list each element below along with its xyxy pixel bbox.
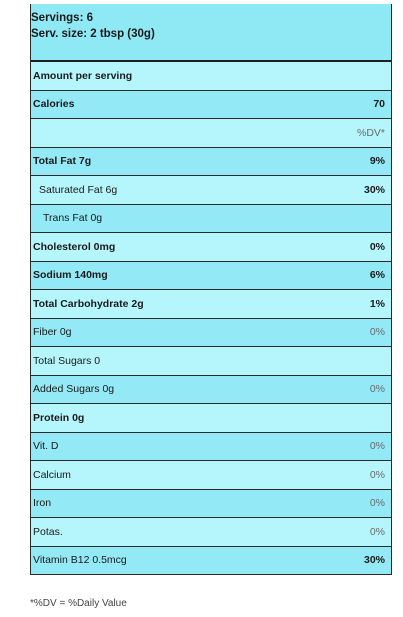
dv-footnote: *%DV = %Daily Value	[30, 598, 127, 609]
nutrient-name: Sodium 140mg	[33, 269, 108, 282]
nutrient-dv: 0%	[369, 240, 385, 253]
nutrient-name: Vit. D	[33, 440, 59, 453]
nutrient-row-vitamin-b12	[31, 547, 391, 576]
nutrient-row-potassium	[31, 518, 391, 547]
calories-row	[31, 91, 391, 120]
nutrient-name: Added Sugars 0g	[33, 383, 115, 396]
nutrient-dv: 0%	[369, 326, 385, 339]
nutrient-row-cholesterol	[31, 233, 391, 262]
dv-header-row	[31, 119, 391, 148]
nutrient-row-added-sugars	[31, 376, 391, 405]
nutrient-name: Total Sugars 0	[33, 354, 101, 367]
nutrient-row-vit-d	[31, 433, 391, 462]
nutrient-dv: 0%	[369, 468, 385, 481]
amount-per-serving-row	[31, 62, 391, 91]
nutrient-name: Total Fat 7g	[33, 155, 92, 168]
nutrient-row-saturated-fat	[31, 176, 391, 205]
nutrient-row-fiber	[31, 319, 391, 348]
nutrient-name: Calcium	[33, 468, 71, 481]
nutrient-row-iron	[31, 490, 391, 519]
nutrient-dv: 30%	[363, 554, 385, 567]
nutrient-name: Fiber 0g	[33, 326, 72, 339]
nutrient-row-protein	[31, 404, 391, 433]
amount-per-serving-label: Amount per serving	[33, 69, 133, 82]
nutrient-name: Protein 0g	[33, 411, 85, 424]
nutrient-dv: 0%	[369, 383, 385, 396]
serving-header	[31, 4, 391, 62]
nutrient-dv: 1%	[369, 297, 385, 310]
nutrient-name: Total Carbohydrate 2g	[33, 297, 144, 310]
nutrient-dv: 0%	[369, 440, 385, 453]
calories-value: 70	[373, 98, 385, 111]
nutrient-row-total-carbohydrate	[31, 290, 391, 319]
nutrient-name: Saturated Fat 6g	[39, 183, 118, 196]
nutrient-row-trans-fat	[31, 205, 391, 234]
calories-label: Calories	[33, 98, 75, 111]
serving-size-text: Serv. size: 2 tbsp (30g)	[31, 28, 155, 40]
nutrient-dv: 0%	[369, 525, 385, 538]
nutrition-facts-label	[30, 4, 392, 575]
nutrient-name: Cholesterol 0mg	[33, 240, 116, 253]
nutrient-row-total-fat	[31, 148, 391, 177]
nutrient-dv: 6%	[369, 269, 385, 282]
servings-text: Servings: 6	[31, 12, 93, 24]
nutrient-row-total-sugars	[31, 347, 391, 376]
nutrient-dv: 30%	[363, 183, 385, 196]
nutrient-name: Potas.	[33, 525, 63, 538]
nutrient-row-calcium	[31, 461, 391, 490]
dv-header: %DV*	[356, 126, 385, 139]
nutrient-name: Iron	[33, 497, 52, 510]
nutrient-row-sodium	[31, 262, 391, 291]
nutrient-dv: 0%	[369, 497, 385, 510]
nutrient-name: Trans Fat 0g	[43, 212, 103, 225]
nutrient-dv: 9%	[369, 155, 385, 168]
nutrient-name: Vitamin B12 0.5mcg	[33, 554, 127, 567]
